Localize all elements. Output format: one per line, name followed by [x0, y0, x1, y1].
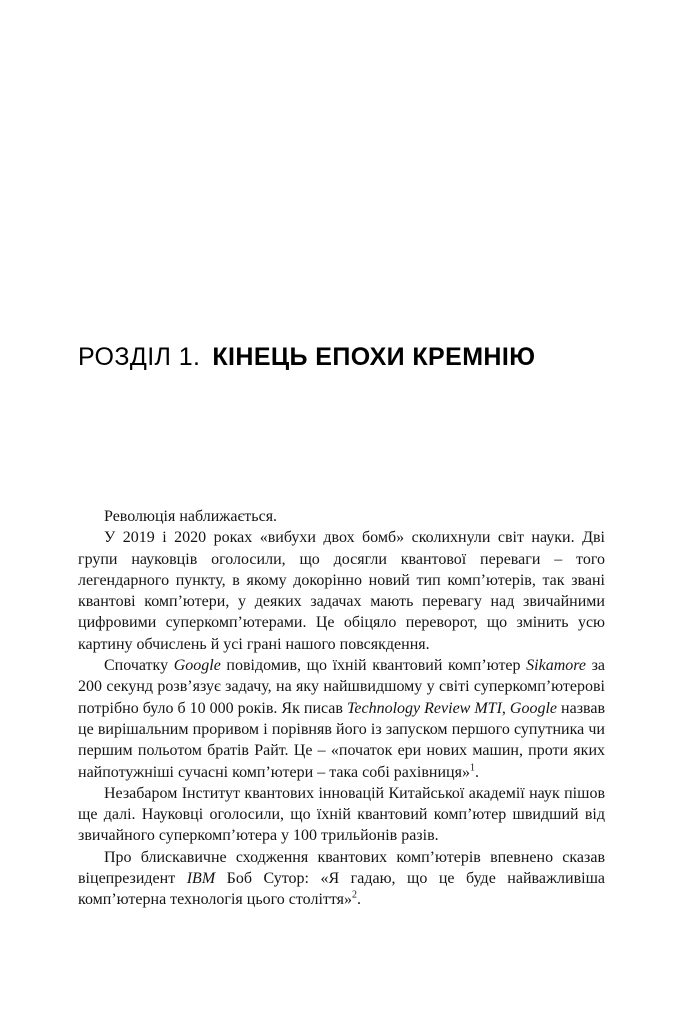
chapter-title: КІНЕЦЬ ЕПОХИ КРЕМНІЮ: [212, 343, 536, 371]
paragraph: [78, 847, 605, 911]
paragraph: [78, 783, 605, 847]
footnote-marker: 1: [469, 762, 475, 774]
italic-run: Google: [173, 657, 221, 675]
text-run: .: [357, 891, 362, 909]
body-text: [78, 506, 605, 911]
paragraph: [78, 506, 605, 527]
text-run: ,: [501, 699, 510, 717]
paragraph: [78, 655, 605, 783]
text-run: Незабаром Інститут квантових інновацій Китайської академії наук пішов ще далі. Науковці оголосили, що їхній квантовий комп’ютер швидший від звичайного суперкомп’ютера у 100 трильйонів разів.: [78, 784, 605, 845]
chapter-heading: [78, 343, 605, 372]
paragraph: [78, 527, 605, 655]
italic-run: IBM: [186, 870, 216, 888]
chapter-number: РОЗДІЛ 1.: [78, 343, 201, 371]
footnote-marker: 2: [352, 890, 358, 902]
text-run: повідомив, що їхній квантовий комп’ютер: [220, 657, 527, 675]
text-run: Революція наближається.: [104, 508, 278, 525]
italic-run: Google: [509, 699, 558, 717]
text-run: Спочатку: [104, 657, 174, 675]
italic-run: Sikamore: [526, 657, 586, 675]
text-run: за 200 секунд розв’язує задачу, на яку найшвидшому у світі суперкомп’ютерові потрібно було б 10 000 років. Як писав: [78, 657, 606, 717]
italic-run: Technology Review MTI: [346, 699, 502, 717]
text-run: Боб Сутор: «Я гадаю, що це буде найважливіша комп’ютерна технологія цього століття»: [78, 870, 606, 909]
text-run: .: [474, 763, 479, 781]
text-run: У 2019 і 2020 роках «вибухи двох бомб» сколихнули світ науки. Дві групи науковців оголосили, що досягли квантової переваги – того легендарного пункту, в якому докорінно новий тип комп’ютерів, так звані квантові комп’ютери, у деяких задачах мають перевагу над звичайними цифровими суперкомп’ютерами. Це обіцяло переворот, що змінить усю картину обчислень й усі грані нашого повсякдення.: [78, 529, 605, 653]
text-run: назвав це вирішальним проривом і порівняв його із запуском першого супутника чи першим польотом братів Райт. Це – «початок ери нових машин, проти яких найпотужніші сучасні комп’ютери – така собі рахівниця»: [78, 699, 606, 781]
text-run: Про блискавичне сходження квантових комп’ютерів впевнено сказав віцепрезидент: [78, 848, 605, 888]
